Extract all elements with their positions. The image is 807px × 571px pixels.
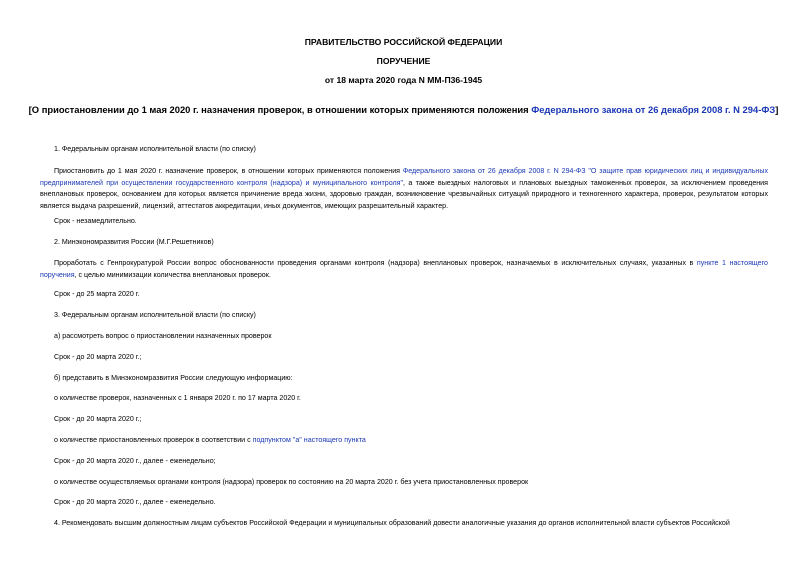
document-title (0, 104, 807, 115)
info-suspended-text: о количестве приостановленных проверок в соответствии с (54, 436, 253, 444)
item-a: а) рассмотреть вопрос о приостановлении назначенных проверок (54, 332, 272, 340)
deadline-march-25: Срок - до 25 марта 2020 г. (54, 290, 140, 298)
government-heading: ПРАВИТЕЛЬСТВО РОССИЙСКОЙ ФЕДЕРАЦИИ (304, 37, 503, 47)
paragraph-1: 1. Федеральным органам исполнительной власти (по списку) (54, 145, 256, 153)
deadline-march-20-b: Срок - до 20 марта 2020 г.; (54, 415, 142, 423)
document-type: ПОРУЧЕНИЕ (376, 56, 431, 66)
paragraph-2-rest: , а также выездных налоговых и плановых выездных таможенных проверок, за исключением проведения внеплановых проверок, основанием для которых является причинение вреда жизни, здоровью граждан, возникновение чрезвычайных ситуаций природного и техногенного характера, проверок, результатом которых является выдача разрешений, лицензий, аттестатов аккредитации, иных документов, имеющих разрешительный характер. (40, 178, 768, 210)
info-inspections-count: о количестве проверок, назначенных с 1 января 2020 г. по 17 марта 2020 г. (54, 394, 301, 402)
title-bracket: ] (775, 104, 779, 115)
paragraph-3-heading: 3. Федеральным органам исполнительной власти (по списку) (54, 311, 256, 319)
paragraph-2 (40, 166, 768, 212)
paragraph-4: 4. Рекомендовать высшим должностным лицам субъектов Российской Федерации и муниципальных образований довести аналогичные указания до органов исполнительной власти субъектов Российской (54, 519, 730, 527)
deadline-immediately: Срок - незамедлительно. (54, 217, 137, 225)
law-294-link[interactable]: Федерального закона от 26 декабря 2008 г. N 294-ФЗ "О защите прав юридических лиц и индивидуальных предпринимателей при осуществлении государственного контроля (надзора) и муниципального контроля" (40, 167, 768, 187)
paragraph-proработать (40, 258, 768, 281)
title-text: [О приостановлении до 1 мая 2020 г. назначения проверок, в отношении которых применяются положения (28, 104, 532, 115)
subpoint-a-link[interactable]: подпунктом "а" настоящего пункта (252, 436, 366, 444)
paragraph-5-text: Проработать с Генпрокуратурой России вопрос обоснованности проведения органами контроля (надзора) внеплановых проверок, назначаемых в исключительных случаях, указанных в (54, 259, 697, 267)
item-b: б) представить в Минэкономразвития России следующую информацию: (54, 374, 293, 382)
deadline-weekly-1: Срок - до 20 марта 2020 г., далее - еженедельно; (54, 457, 216, 465)
paragraph-5-rest: , с целью минимизации количества внеплановых проверок. (74, 270, 271, 279)
info-ongoing-count: о количестве осуществляемых органами контроля (надзора) проверок по состоянию на 20 марта 2020 г. без учета приостановленных проверок (54, 478, 529, 486)
point-1-link[interactable]: пункте 1 настоящего поручения (40, 259, 769, 279)
document-date-number: от 18 марта 2020 года N ММ-П36-1945 (324, 75, 483, 85)
title-law-link[interactable]: Федерального закона от 26 декабря 2008 г. N 294-ФЗ (531, 104, 776, 115)
deadline-march-20-a: Срок - до 20 марта 2020 г.; (54, 353, 142, 361)
deadline-weekly-2: Срок - до 20 марта 2020 г., далее - еженедельно. (54, 498, 216, 506)
paragraph-2-text: Приостановить до 1 мая 2020 г. назначение проверок, в отношении которых применяются положения (54, 167, 403, 175)
info-suspended-count (40, 435, 768, 447)
paragraph-2-heading: 2. Минэкономразвития России (М.Г.Решетников) (54, 238, 214, 246)
